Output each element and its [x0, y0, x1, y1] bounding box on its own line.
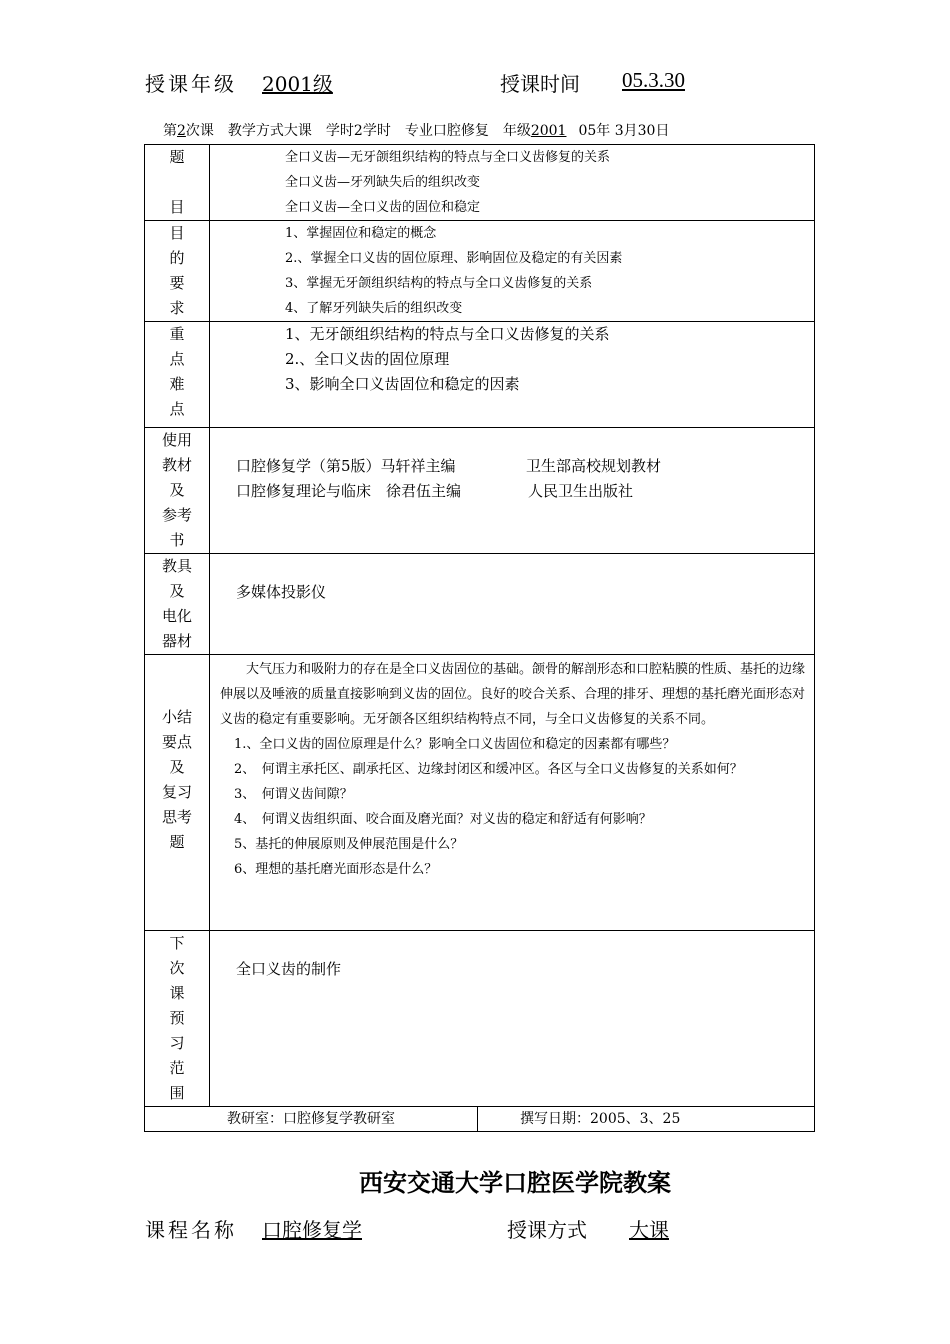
row-equipment [145, 554, 815, 655]
course-label: 课程名称 [145, 1218, 237, 1242]
review-question: 4、 何谓义齿组织面、咬合面及磨光面？对义齿的稳定和舒适有何影响？ [234, 812, 652, 827]
summary-paragraph: 大气压力和吸附力的存在是全口义齿固位的基础。颌骨的解剖形态和口腔粘膜的性质、基托的边缘伸展以及唾液的质量直接影响到义齿的固位。良好的咬合关系、合理的排牙、理想的基托磨光面形态对义齿的稳定有重要影响。无牙颌各区组织结构特点不同，与全口义齿修复的关系不同。 [220, 662, 806, 727]
topic-line: 全口义齿—无牙颌组织结构的特点与全口义齿修复的关系 [285, 150, 611, 165]
topic-line: 全口义齿—全口义齿的固位和稳定 [285, 200, 481, 215]
row-next-class [145, 931, 815, 1107]
topic-line: 全口义齿—牙列缺失后的组织改变 [285, 175, 481, 190]
textbook-row [236, 479, 814, 504]
grade-label: 授课年级 [145, 72, 237, 96]
row-key-points [145, 322, 815, 428]
equipment-content [210, 554, 815, 655]
date-cell [478, 1107, 815, 1132]
time-value: 05.3.30 [622, 68, 685, 92]
goals-label: 目 的 要 求 [145, 221, 210, 322]
textbook-title: 口腔修复理论与临床 徐君伍主编 [236, 482, 462, 500]
key-point-item: 2.、全口义齿的固位原理 [285, 350, 450, 368]
key-point-item: 1、无牙颌组织结构的特点与全口义齿修复的关系 [285, 325, 610, 343]
method-label: 授课方式 [507, 1218, 587, 1242]
equipment-label: 教具 及 电化 器材 [145, 554, 210, 655]
next-class-label: 下 次 课 预 习 范 围 [145, 931, 210, 1107]
goal-item: 1、掌握固位和稳定的概念 [285, 226, 437, 241]
review-question: 5、基托的伸展原则及伸展范围是什么？ [234, 837, 464, 852]
key-point-item: 3、影响全口义齿固位和稳定的因素 [285, 375, 520, 393]
goals-content [210, 221, 815, 322]
course-value: 口腔修复学 [262, 1218, 362, 1242]
equipment-value: 多媒体投影仪 [236, 583, 327, 601]
topic-content [210, 145, 815, 221]
goal-item: 3、掌握无牙颌组织结构的特点与全口义齿修复的关系 [285, 276, 593, 291]
row-textbooks [145, 428, 815, 554]
meta-date: 05年 3月30日 [578, 123, 670, 139]
row-footer [145, 1107, 815, 1132]
written-date: 撰写日期：2005、3、25 [520, 1111, 681, 1127]
lesson-plan-table [144, 144, 815, 1132]
textbook-publisher: 人民卫生出版社 [528, 482, 634, 500]
review-question: 6、理想的基托磨光面形态是什么？ [234, 862, 438, 877]
goal-item: 2.、掌握全口义齿的固位原理、影响固位及稳定的有关因素 [285, 251, 623, 266]
next-class-content [210, 931, 815, 1107]
textbooks-content [210, 428, 815, 554]
grade-value: 2001级 [262, 72, 333, 96]
key-points-content [210, 322, 815, 428]
topic-label-bottom: 目 [169, 198, 185, 216]
meta-prefix: 第 [163, 123, 177, 139]
meta-middle: 次课 教学方式大课 学时2学时 专业口腔修复 年级 [185, 123, 531, 139]
method-value: 大课 [629, 1218, 669, 1242]
meta-line [163, 120, 669, 140]
department: 教研室：口腔修复学教研室 [227, 1111, 395, 1127]
review-question: 2、 何谓主承托区、副承托区、边缘封闭区和缓冲区。各区与全口义齿修复的关系如何？ [234, 762, 743, 777]
textbook-publisher: 卫生部高校规划教材 [526, 457, 662, 475]
page-heading: 西安交通大学口腔医学院教案 [359, 1168, 671, 1197]
goal-item: 4、了解牙列缺失后的组织改变 [285, 301, 463, 316]
meta-session-number: 2 [177, 123, 186, 139]
summary-content [210, 655, 815, 931]
review-question: 3、 何谓义齿间隙？ [234, 787, 353, 802]
dept-cell [145, 1107, 478, 1132]
next-class-value: 全口义齿的制作 [236, 960, 342, 978]
topic-label-top: 题 [169, 148, 185, 166]
textbooks-label: 使用 教材 及 参考 书 [145, 428, 210, 554]
row-summary [145, 655, 815, 931]
time-label: 授课时间 [500, 72, 580, 96]
topic-label [145, 145, 210, 221]
textbook-row [236, 454, 814, 479]
textbook-title: 口腔修复学（第5版）马轩祥主编 [236, 457, 456, 475]
summary-label: 小结 要点 及 复习 思考 题 [145, 655, 210, 931]
row-topic [145, 145, 815, 221]
review-question: 1.、全口义齿的固位原理是什么？影响全口义齿固位和稳定的因素都有哪些？ [234, 737, 676, 752]
row-goals [145, 221, 815, 322]
key-points-label: 重 点 难 点 [145, 322, 210, 428]
meta-grade: 2001 [530, 123, 567, 139]
